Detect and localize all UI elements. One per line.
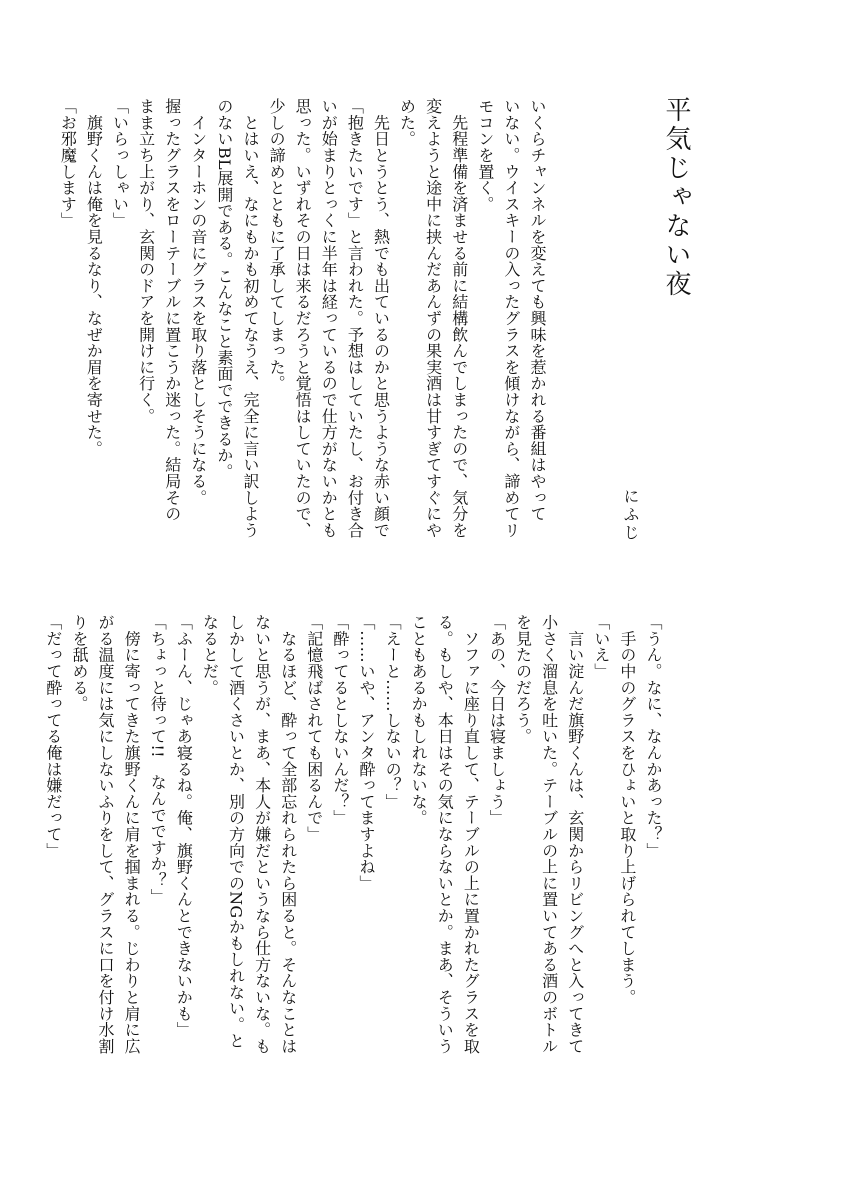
text-line: ソファに座り直して、テーブルの上に置かれたグラスを取 [461,614,481,1055]
text-line: 「ちょっと待って!! なんでですか？」 [148,614,168,905]
text-line: いくらチャンネルを変えても興味を惹かれる番組はやって [528,98,547,522]
text-line: りを舐める。 [69,614,89,712]
author-name: にふじ [621,488,640,542]
text-line: 旗野くんは俺を見るなり、なぜか眉を寄せた。 [84,98,104,457]
text-line: 先程準備を済ませる前に結構飲んでしまったので、気分を [449,98,469,539]
text-line: 「記憶飛ばされても困るんで」 [304,614,324,843]
text-line: なるとだ。 [200,614,220,696]
text-line: 「……いや、アンタ酔ってますよね」 [356,614,376,892]
text-line: 言い淀んだ旗野くんは、玄関からリビングへと入ってきて [565,614,585,1055]
text-line: 変えようと途中に挟んだあんずの果実酒は甘すぎてすぐにや [423,98,443,539]
text-line: しかして酒くさいとか、別の方向でのNGかもしれない。と [226,614,246,1049]
text-line: いない。ウイスキーの入ったグラスを傾けながら、諦めてリ [501,98,521,539]
text-line: 「ふーん、じゃあ寝るね。俺、旗野くんとできないかも」 [174,614,194,1038]
text-line: 「いらっしゃい」 [110,98,130,229]
text-line: 握ったグラスをローテーブルに置こうか迷った。結局その [162,98,182,522]
text-line: 思った。いずれその日は来るだろうと覚悟はしていたので、 [293,98,313,539]
text-line: こともあるかもしれないな。 [409,614,429,826]
upper-text-block [33,98,550,576]
text-line: 「うん。なに、なんかあった？」 [644,614,663,859]
text-line: がる温度には気にしないふりをして、グラスに口を付け水割 [96,614,116,1055]
text-line: 「抱きたいです」と言われた。予想はしていたし、お付き合 [345,98,365,539]
text-line: 傍に寄ってきた旗野くんに肩を掴まれる。じわりと肩に広 [122,614,142,1055]
text-line: る。もしや、本日はその気にならないとか。まあ、そういう [435,614,455,1055]
lower-text-block [28,614,666,1092]
text-line: のないBL展開である。こんなこと素面でできるか。 [214,98,234,480]
text-line: とはいえ、なにもかも初めてなうえ、完全に言い訳しよう [240,98,260,539]
text-line: 「えーと……しないの？」 [383,614,403,810]
text-line: 「あの、今日は寝ましょう」 [487,614,507,826]
text-line: 先日とうとう、熱でも出ているのかと思うような赤い顔で [371,98,391,539]
text-line: めた。 [397,98,417,147]
text-line: なるほど、酔って全部忘れられたら困ると。そんなことは [278,614,298,1055]
text-line: モコンを置く。 [475,98,495,213]
text-line: を見たのだろう。 [513,614,533,745]
text-line: 手の中のグラスをひょいと取り上げられてしまう。 [617,614,637,1006]
text-line: まま立ち上がり、玄関のドアを開けに行く。 [136,98,156,424]
text-line: 「だって酔ってる俺は嫌だって」 [43,614,63,859]
text-line: いが始まりとっくに半年は経っているので仕方がないかとも [319,98,339,539]
text-line: 少しの諦めとともに了承してしまった。 [267,98,287,392]
text-line: ないと思うが、まあ、本人が嫌だというなら仕方ないな。も [252,614,272,1055]
story-title: 平気じゃない夜 [661,96,691,299]
text-line: 「酔ってるとしないんだ？」 [330,614,350,826]
text-line: 小さく溜息を吐いた。テーブルの上に置いてある酒のボトル [539,614,559,1055]
text-line: 「いえ」 [591,614,611,680]
text-line: 「お邪魔します」 [58,98,78,229]
text-line: インターホンの音にグラスを取り落としそうになる。 [188,98,208,506]
